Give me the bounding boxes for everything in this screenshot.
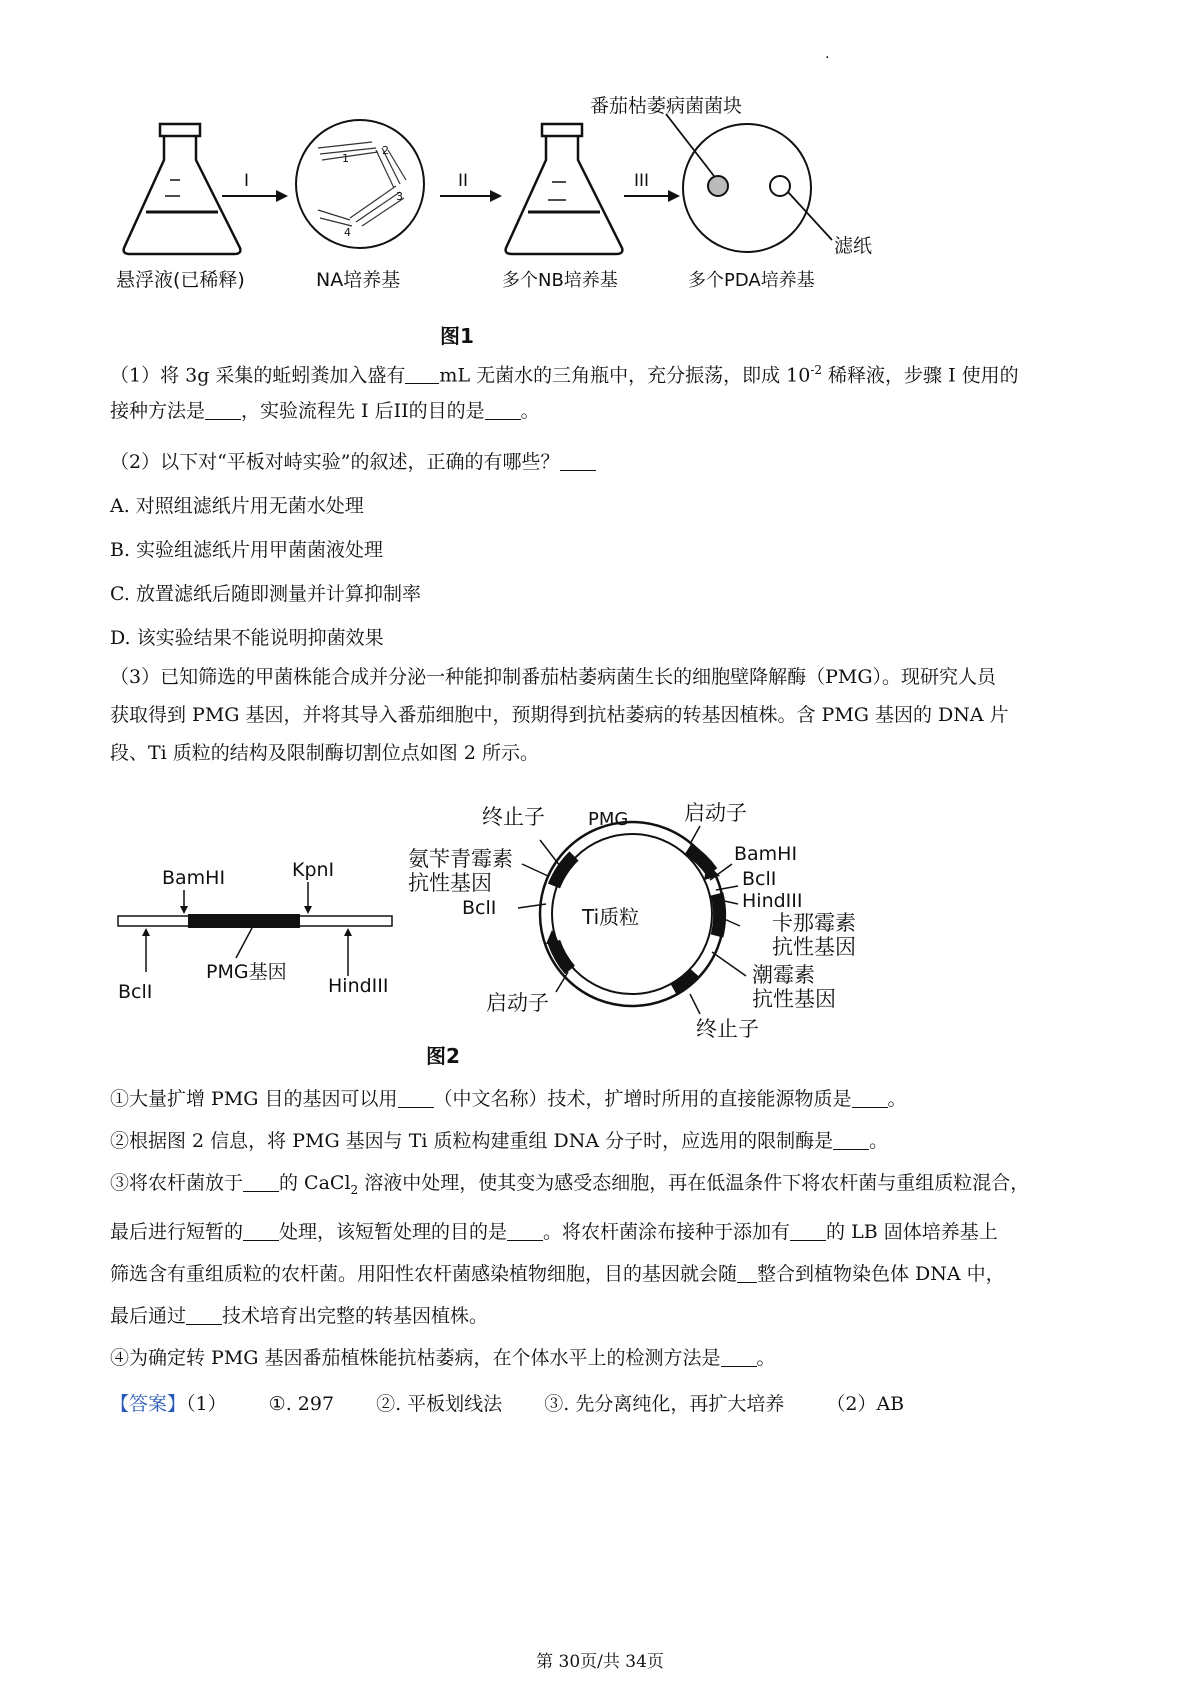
subitem-2: ②根据图 2 信息，将 PMG 基因与 Ti 质粒构建重组 DNA 分子时，应选用的限制酶是 。	[110, 1130, 889, 1152]
plasmid-bcli-left-label: BclI	[462, 897, 497, 919]
answer-blank	[485, 400, 521, 420]
plate-1-label: NA培养基	[316, 269, 401, 291]
flask-2-label: 多个NB培养基	[502, 270, 618, 291]
top-dot: .	[825, 46, 830, 62]
option-d: D. 该实验结果不能说明抑菌效果	[110, 627, 384, 649]
question-3	[110, 658, 1100, 772]
plasmid-kana-label-2: 抗性基因	[772, 935, 856, 959]
question-1	[110, 352, 1100, 429]
answer-part-1: （1）	[186, 1393, 227, 1415]
streak-number-1: 1	[342, 152, 349, 165]
plasmid-pmg-label: PMG	[588, 809, 629, 830]
plasmid-hygro-label-2: 抗性基因	[752, 987, 836, 1011]
flask-1-label: 悬浮液(已稀释)	[116, 269, 245, 291]
option-b: B. 实验组滤纸片用甲菌菌液处理	[110, 539, 384, 561]
figure-1-caption: 图1	[440, 324, 474, 348]
step-i-label: I	[244, 171, 250, 191]
linear-kpni-label: KpnI	[292, 859, 335, 881]
answer-blank	[243, 1172, 279, 1192]
subitem-3-line-4: 最后通过 技术培育出完整的转基因植株。	[110, 1304, 489, 1327]
streak-number-3: 3	[396, 190, 403, 203]
linear-gene-label: PMG基因	[206, 961, 287, 983]
linear-hindiii-label: HindIII	[328, 975, 389, 997]
answer-blank	[243, 1221, 279, 1241]
plasmid-bcli-right-label: BclI	[742, 868, 777, 890]
plasmid-hindiii-label: HindIII	[742, 890, 803, 912]
plasmid-kana-label-1: 卡那霉素	[772, 911, 856, 935]
answer-blank	[790, 1221, 826, 1241]
answer-tag: 【答案】	[110, 1393, 187, 1415]
question-1-line-1: （1）将 3g 采集的蚯蚓粪加入盛有 mL 无菌水的三角瓶中，充分振荡，即成 $10^{-2}$ 稀释液，步骤 I 使用的	[110, 363, 1019, 387]
option-c: C. 放置滤纸后随即测量并计算抑制率	[110, 583, 421, 605]
plasmid-center-label: Ti质粒	[582, 905, 640, 929]
plasmid-ampi-label-2: 抗性基因	[408, 871, 492, 895]
answer-blank	[398, 1088, 434, 1108]
streak-number-4: 4	[344, 226, 351, 239]
plasmid-terminator-top: 终止子	[482, 805, 545, 829]
plate-2-label: 多个PDA培养基	[688, 270, 815, 291]
answer-1: ①. 297	[268, 1393, 335, 1415]
figure-2	[118, 801, 856, 1041]
question-3-line-3: 段、Ti 质粒的结构及限制酶切割位点如图 2 所示。	[110, 742, 539, 764]
plasmid-bamhi-label: BamHI	[734, 843, 798, 865]
pda-plate	[666, 114, 832, 252]
figure-1	[116, 95, 872, 291]
filter-paper-label: 滤纸	[834, 235, 873, 257]
subitem-3-line-1: ③将农杆菌放于 的 CaCl$_2$ 溶液中处理，使其变为感受态细胞，再在低温条件下将农杆菌与重组质粒混合，	[110, 1172, 1030, 1197]
subitem-1: ①大量扩增 PMG 目的基因可以用 （中文名称）技术，扩增时所用的直接能源物质是 。	[110, 1088, 907, 1110]
plasmid-promoter-top: 启动子	[684, 801, 747, 825]
answer-blank	[737, 1263, 757, 1283]
answer-blank	[560, 451, 596, 471]
question-3-line-2: 获取得到 PMG 基因，并将其导入番茄细胞中，预期得到抗枯萎病的转基因植株。含 PMG 基因的 DNA 片	[110, 704, 1009, 726]
subitem-4: ④为确定转 PMG 基因番茄植株能抗枯萎病，在个体水平上的检测方法是 。	[110, 1346, 776, 1369]
streak-number-2: 2	[382, 144, 389, 157]
answer-blank	[405, 364, 439, 384]
answer-blank	[833, 1130, 869, 1150]
flask-2	[506, 124, 623, 254]
answer-line	[110, 1386, 1100, 1422]
page-footer: 第 30页/共 34页	[536, 1652, 664, 1672]
question-1-line-2: 接种方法是 ，实验流程先 I 后II的目的是 。	[110, 400, 540, 423]
answer-blank	[186, 1305, 222, 1325]
answer-blank	[507, 1221, 543, 1241]
answer-blank	[852, 1088, 888, 1108]
answer-part-2: （2）AB	[826, 1393, 905, 1415]
plasmid-terminator-bottom: 终止子	[696, 1017, 759, 1041]
answer-blank	[721, 1347, 757, 1367]
question-2-stem: （2）以下对“平板对峙实验”的叙述，正确的有哪些？	[110, 440, 1100, 484]
step-ii-label: II	[458, 171, 469, 191]
flask-1	[124, 124, 241, 254]
plasmid-hygro-label-1: 潮霉素	[752, 963, 815, 987]
answer-3: ③. 先分离纯化，再扩大培养	[544, 1393, 785, 1415]
plasmid-promoter-bottom: 启动子	[486, 991, 549, 1015]
linear-bcli-label: BclI	[118, 981, 153, 1003]
step-iii-label: III	[634, 171, 650, 191]
pathogen-block-label: 番茄枯萎病菌菌块	[590, 95, 743, 117]
streak-plate	[296, 120, 424, 248]
answer-blank	[205, 400, 241, 420]
question-3-line-1: （3）已知筛选的甲菌株能合成并分泌一种能抑制番茄枯萎病菌生长的细胞壁降解酶（PMG）。现研究人员	[110, 666, 997, 688]
option-a: A. 对照组滤纸片用无菌水处理	[110, 495, 364, 517]
subitem-3-line-3: 筛选含有重组质粒的农杆菌。用阳性农杆菌感染植物细胞，目的基因就会随 整合到植物染色体 DNA 中，	[110, 1262, 1005, 1285]
question-3-subitems	[110, 1078, 1100, 1379]
question-2	[110, 440, 1100, 660]
subitem-3-line-2: 最后进行短暂的 处理，该短暂处理的目的是 。将农杆菌涂布接种于添加有 的 LB 固体培养基上	[110, 1220, 998, 1243]
linear-bamhi-label: BamHI	[162, 867, 226, 889]
plasmid-ampi-label-1: 氨苄青霉素	[408, 847, 513, 871]
figure-2-caption: 图2	[426, 1044, 460, 1068]
answer-2: ②. 平板划线法	[376, 1393, 503, 1415]
